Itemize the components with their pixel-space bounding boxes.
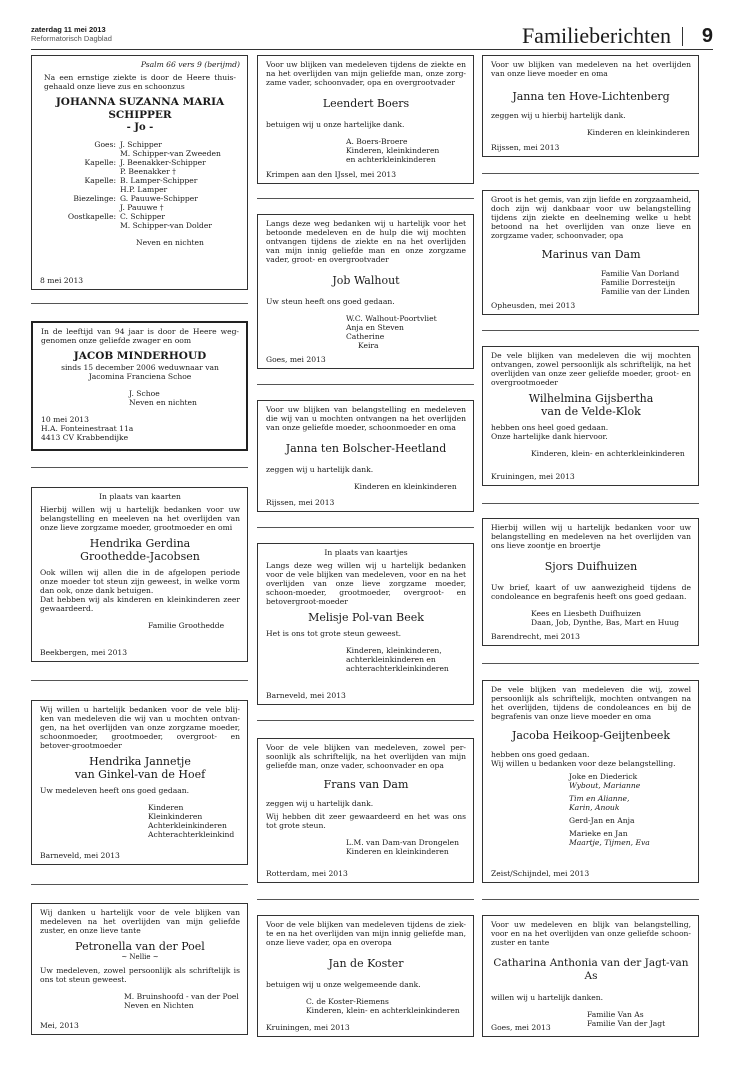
deceased-name: JACOB MINDERHOUD: [73, 350, 207, 362]
relative-place: Biezelinge:: [73, 194, 116, 203]
notice-text: Dat hebben wij als kinderen en kleinkinderen zeer gewaardeerd.: [40, 595, 240, 613]
deceased-name: Marinus van Dam: [541, 248, 641, 261]
signatory: M. Bruinshoofd - van der Poel: [124, 992, 239, 1001]
signatory: W.C. Walhout-Poortvliet: [346, 314, 437, 323]
column-rule: [482, 503, 699, 504]
deceased-name: Melisje Pol-van Beek: [308, 611, 424, 624]
signatory: Familie Groothedde: [148, 621, 225, 630]
signatory: Wybout, Marianne: [569, 781, 641, 790]
deceased-nickname: - Jo -: [126, 122, 154, 133]
signatory: Catherine: [346, 332, 385, 341]
notice-place-date: Rotterdam, mei 2013: [266, 869, 348, 878]
signatory: Kinderen, kleinkinderen: [346, 146, 440, 155]
signatory: Kinderen, kleinkinderen,: [346, 646, 442, 655]
relative-name: M. Schipper-van Dolder: [120, 221, 212, 230]
column-rule: [31, 884, 248, 885]
deceased-name: Janna ten Hove-Lichtenberg: [512, 90, 670, 103]
notice-place-date: Rijssen, mei 2013: [266, 498, 335, 507]
notice-text: Wij willen u hartelijk bedanken voor de vele blij-ken van medeleven die wij van u mochten ontvan-gen, na het overlijden van onze zorgzame moeder, schoonmoeder, grootmoeder, overgroot- en betover-grootmoeder: [40, 705, 240, 750]
notice-frans-van-dam: [257, 738, 474, 883]
signatories: [266, 997, 466, 1015]
widower-line: sinds 15 december 2006 weduwnaar van: [61, 363, 219, 372]
thanks-line: betuigen wij u onze welgemeende dank.: [266, 980, 421, 989]
relative-name: J. Pauuwe †: [120, 203, 164, 212]
notice-text: Ook willen wij allen die in de afgelopen periode onze moeder tot steun zijn geweest, in welke vorm dan ook, onze dank betuigen.: [40, 568, 240, 595]
column-rule: [257, 720, 474, 721]
notice-place-date: Goes, mei 2013: [491, 1023, 551, 1032]
deceased-name: Sjors Duifhuizen: [544, 560, 638, 573]
notice-place-date: Krimpen aan den IJssel, mei 2013: [266, 170, 397, 179]
notice-text: Voor uw blijken van medeleven na het overlijden van onze lieve moeder en oma: [491, 60, 691, 78]
relative-place: Oostkapelle:: [67, 212, 116, 221]
deceased-name: Catharina Anthonia van der Jagt-van As: [493, 957, 689, 982]
deceased-name: [40, 755, 240, 781]
notice-text: Voor de vele blijken van medeleven tijdens de ziek-te en na het overlijden van mijn innig geliefde man, onze lieve vader, opa en overopa: [266, 920, 466, 947]
notice-place-date: Rijssen, mei 2013: [491, 143, 560, 152]
signatory: Familie Van As: [587, 1010, 644, 1019]
column-rule: [482, 330, 699, 331]
relative-name: B. Lamper-Schipper: [120, 176, 198, 185]
signatory: achterachterkleinkinderen: [346, 664, 449, 673]
signatory: Karin, Anouk: [569, 803, 620, 812]
signatory: Kinderen en kleinkinderen: [587, 128, 690, 137]
relative-name: J. Schipper: [120, 140, 162, 149]
deceased-name-line: Groothedde-Jacobsen: [80, 550, 200, 563]
column-rule: [482, 663, 699, 664]
notice-text: Voor uw blijken van belangstelling en medeleven die wij van u mochten ontvangen na het overlijden van onze geliefde moeder, schoonmoeder en oma: [266, 405, 466, 432]
signatory: Kinderen, klein- en achterkleinkinderen: [531, 449, 685, 458]
relative-place: Kapelle:: [84, 176, 116, 185]
deceased-name: [40, 537, 240, 563]
column-rule: [257, 384, 474, 385]
notice-text: Voor de vele blijken van medeleven, zowel per-soonlijk als schriftelijk, na het overlijden van mijn geliefde man, onze vader, schoonvader en opa: [266, 743, 466, 770]
notice-place-date: Kruiningen, mei 2013: [266, 1023, 350, 1032]
signatories: [491, 609, 691, 627]
notice-ten-bolscher: [257, 400, 474, 512]
thanks-line: willen wij u hartelijk danken.: [491, 993, 604, 1002]
notice-place-date: Opheusden, mei 2013: [491, 301, 576, 310]
relative-place: Kapelle:: [84, 158, 116, 167]
deceased-nickname: ~ Nellie ~: [121, 953, 159, 961]
thanks-line: Uw medeleven heeft ons goed gedaan.: [40, 786, 190, 795]
newspaper-name: Reformatorisch Dagblad: [31, 34, 112, 43]
notice-place-date: Kruiningen, mei 2013: [491, 472, 575, 481]
notice-place-date: Zeist/Schijndel, mei 2013: [491, 869, 590, 878]
deceased-name-line: van de Velde-Klok: [541, 405, 641, 418]
signatory: Kinderen en kleinkinderen: [346, 847, 449, 856]
thanks-line: betuigen wij u onze hartelijke dank.: [266, 120, 405, 129]
section-title: Familieberichten: [521, 23, 671, 48]
signatory: A. Boers-Broere: [346, 137, 408, 146]
thanks-line: zeggen wij u hierbij hartelijk dank.: [491, 111, 626, 120]
relative-name: C. Schipper: [120, 212, 165, 221]
signatories: [266, 646, 466, 673]
deceased-name: Jacoba Heikoop-Geijtenbeek: [511, 729, 671, 742]
notice-intro: In de leeftijd van 94 jaar is door de Heere weg-genomen onze geliefde zwager en oom: [41, 327, 239, 345]
signatory: Achterachterkleinkind: [148, 830, 235, 839]
signatory: Neven en nichten: [129, 398, 197, 407]
signatory: Gerd-Jan en Anja: [569, 816, 635, 825]
relative-name: P. Beenakker †: [120, 167, 176, 176]
signatories: [40, 803, 240, 839]
thanks-line: hebben ons heel goed gedaan.: [491, 423, 609, 432]
signatories: [266, 137, 466, 164]
deceased-name: Petronella van der Poel: [75, 940, 205, 953]
notice-text: Hierbij willen wij u hartelijk bedanken voor uw belangstelling en meeleven na het overlijden van onze lieve zorgzame moeder, grootmoeder en omi: [40, 505, 240, 532]
relative-place: Goes:: [94, 140, 116, 149]
deceased-name-line: van Ginkel-van de Hoef: [74, 768, 206, 781]
notice-text: Groot is het gemis, van zijn liefde en zorgzaamheid, doch zijn wij dankbaar voor uw belangstelling tijdens zijn ziekte en deelneming welke u hebt betoond na het overlijden van onze lieve en zorgzame vader, schoonvader, opa: [491, 195, 691, 240]
deceased-name: [491, 392, 691, 418]
thanks-line: Het is ons tot grote steun geweest.: [266, 629, 402, 638]
deceased-name: Jan de Koster: [328, 957, 404, 970]
signatory: Maartje, Tijmen, Eva: [569, 838, 650, 847]
address-street: H.A. Fonteinestraat 11a: [41, 424, 134, 433]
verse-ref: Psalm 66 vers 9 (berijmd): [140, 60, 240, 69]
signatory: Achterkleinkinderen: [148, 821, 227, 830]
notice-text: Wij danken u hartelijk voor de vele blijken van medeleven na het overlijden van mijn geliefde zuster, en onze lieve tante: [40, 908, 240, 935]
signatory: Tim en Alianne,: [569, 794, 630, 803]
notice-de-koster: [257, 915, 474, 1037]
notice-walhout: [257, 214, 474, 369]
thanks-line: zeggen wij u hartelijk dank.: [266, 799, 374, 808]
signatory: Anja en Steven: [346, 323, 404, 332]
nephews-nieces: Neven en nichten: [136, 238, 204, 247]
relatives-list: [40, 140, 240, 230]
notice-heading: In plaats van kaarten: [99, 492, 181, 501]
column-rule: [31, 680, 248, 681]
title-divider: [682, 27, 683, 46]
signatory: Kinderen, klein- en achterkleinkinderen: [306, 1006, 460, 1015]
signatory: Keira: [358, 341, 379, 350]
signatory: L.M. van Dam-van Drongelen: [346, 838, 460, 847]
signatory: Kees en Liesbeth Duifhuizen: [531, 609, 641, 618]
column-rule: [31, 303, 248, 304]
notice-text: Wij hebben dit zeer gewaardeerd en het was ons tot grote steun.: [266, 812, 466, 830]
relative-name: H.P. Lamper: [120, 185, 168, 194]
deceased-name-line: Hendrika Jannetje: [89, 755, 191, 768]
signatory: Familie van der Linden: [601, 287, 690, 296]
notice-minderhoud: [31, 321, 248, 451]
notice-place-date: Barneveld, mei 2013: [40, 851, 120, 860]
signatory: Joke en Diederick: [569, 772, 638, 781]
notice-date: 8 mei 2013: [40, 276, 84, 285]
notice-text: Voor uw medeleven en blijk van belangstelling, voor en na het overlijden van onze geliefde schoon-zuster en tante: [491, 920, 691, 947]
signatory: en achterkleinkinderen: [346, 155, 436, 164]
notice-text: De vele blijken van medeleven die wij mochten ontvangen, zowel persoonlijk als schriftelijk, na het overlijden van onze zeer geliefde moeder, groot- en overgrootmoeder: [491, 351, 691, 387]
notice-text: Hierbij willen wij u hartelijk bedanken voor uw belangstelling en medeleven na het overlijden van ons lieve zoontje en broertje: [491, 523, 691, 550]
signatory: Kinderen en kleinkinderen: [354, 482, 457, 491]
signatories: [266, 314, 466, 350]
notice-marinus-van-dam: [482, 190, 699, 315]
deceased-name: Job Walhout: [332, 274, 400, 287]
deceased-name: Janna ten Bolscher-Heetland: [285, 442, 447, 455]
notice-text: Uw brief, kaart of uw aanwezigheid tijdens de condoleance en begrafenis heeft ons goed gedaan.: [491, 583, 691, 601]
notice-van-ginkel: [31, 700, 248, 865]
signatories: [266, 838, 466, 856]
column-rule: [482, 899, 699, 900]
signatory: J. Schoe: [129, 389, 160, 398]
deceased-name-line: Wilhelmina Gijsbertha: [528, 392, 654, 405]
notice-groothedde: [31, 487, 248, 662]
deceased-name: Leendert Boers: [322, 97, 410, 110]
thanks-line: Wij willen u bedanken voor deze belangstelling.: [491, 759, 676, 768]
notice-text: Langs deze weg bedanken wij u hartelijk voor het betoonde medeleven en de hulp die wij mochten ontvangen tijdens de ziekte en na het overlijden van mijn innig geliefde man en onze zorgzame vader, groot- en overgrootvader: [266, 219, 466, 264]
notice-intro: Na een ernstige ziekte is door de Heere thuis-gehaald onze lieve zus en schoonzus: [44, 73, 236, 91]
notice-duifhuizen: [482, 518, 699, 646]
thanks-line: hebben ons goed gedaan.: [491, 750, 590, 759]
notice-date: 10 mei 2013: [41, 415, 89, 424]
issue-date: zaterdag 11 mei 2013: [31, 25, 106, 34]
thanks-line: Onze hartelijke dank hiervoor.: [491, 432, 608, 441]
masthead: [31, 24, 713, 50]
notice-heading: In plaats van kaartjes: [324, 548, 408, 557]
column-rule: [31, 467, 248, 468]
signatory: Marieke en Jan: [569, 829, 628, 838]
signatory: Familie Van der Jagt: [587, 1019, 666, 1028]
notice-place-date: Barneveld, mei 2013: [266, 691, 346, 700]
signatories: [491, 772, 691, 847]
deceased-name: JOHANNA SUZANNA MARIA SCHIPPER: [55, 96, 225, 121]
spouse-name: Jacomina Franciena Schoe: [88, 372, 192, 381]
signatory: C. de Koster-Riemens: [306, 997, 389, 1006]
notice-place-date: Barendrecht, mei 2013: [491, 632, 580, 641]
column-rule: [257, 198, 474, 199]
notice-lichtenberg: [482, 55, 699, 157]
column-rule: [257, 899, 474, 900]
notice-schipper: [31, 55, 248, 290]
column-rule: [482, 173, 699, 174]
deceased-name-line: Hendrika Gerdina: [89, 537, 191, 550]
notice-text: Voor uw blijken van medeleven tijdens de ziekte en na het overlijden van mijn geliefde man, onze zorg-zame vader, schoonvader, opa en overgrootvader: [266, 60, 466, 87]
thanks-line: Uw steun heeft ons goed gedaan.: [266, 297, 395, 306]
signatory: achterkleinkinderen en: [346, 655, 436, 664]
notice-pol-van-beek: [257, 543, 474, 705]
signatory: Familie Van Dorland: [601, 269, 680, 278]
signatory: Familie Dorresteijn: [601, 278, 676, 287]
relative-name: G. Pauuwe-Schipper: [120, 194, 198, 203]
thanks-line: zeggen wij u hartelijk dank.: [266, 465, 374, 474]
relative-name: J. Beenakker-Schipper: [120, 158, 206, 167]
notice-text: Uw medeleven, zowel persoonlijk als schriftelijk is ons tot steun geweest.: [40, 966, 240, 984]
column-rule: [257, 527, 474, 528]
notice-van-der-poel: [31, 903, 248, 1035]
deceased-name: Frans van Dam: [323, 778, 409, 791]
relative-name: M. Schipper-van Zweeden: [120, 149, 221, 158]
notice-place-date: Goes, mei 2013: [266, 355, 326, 364]
notice-text: De vele blijken van medeleven die wij, zowel persoonlijk als schriftelijk, mochten ontvangen na het overlijden, tijdens de condoleances en bij de begrafenis van onze lieve moeder en oma: [491, 685, 691, 721]
signatory: Daan, Job, Dynthe, Bas, Mart en Huug: [531, 618, 679, 627]
notice-place-date: Beekbergen, mei 2013: [40, 648, 128, 657]
notice-heikoop-geijtenbeek: [482, 680, 699, 883]
page-number: 9: [701, 25, 713, 47]
notice-boers: [257, 55, 474, 184]
signatory: Neven en Nichten: [124, 1001, 194, 1010]
signatory: Kinderen: [148, 803, 184, 812]
notice-van-der-jagt: [482, 915, 699, 1037]
signatories: [491, 269, 691, 296]
notice-text: Langs deze weg willen wij u hartelijk bedanken voor de vele blijken van medeleven, voor en na het overlijden van onze lieve zorgzame moeder, schoon-moeder, grootmoeder, overgroot- en betovergroot-moeder: [266, 561, 466, 606]
notice-van-de-velde-klok: [482, 346, 699, 486]
notice-place-date: Mei, 2013: [40, 1021, 79, 1030]
address-city: 4413 CV Krabbendijke: [41, 433, 129, 442]
signatory: Kleinkinderen: [148, 812, 203, 821]
